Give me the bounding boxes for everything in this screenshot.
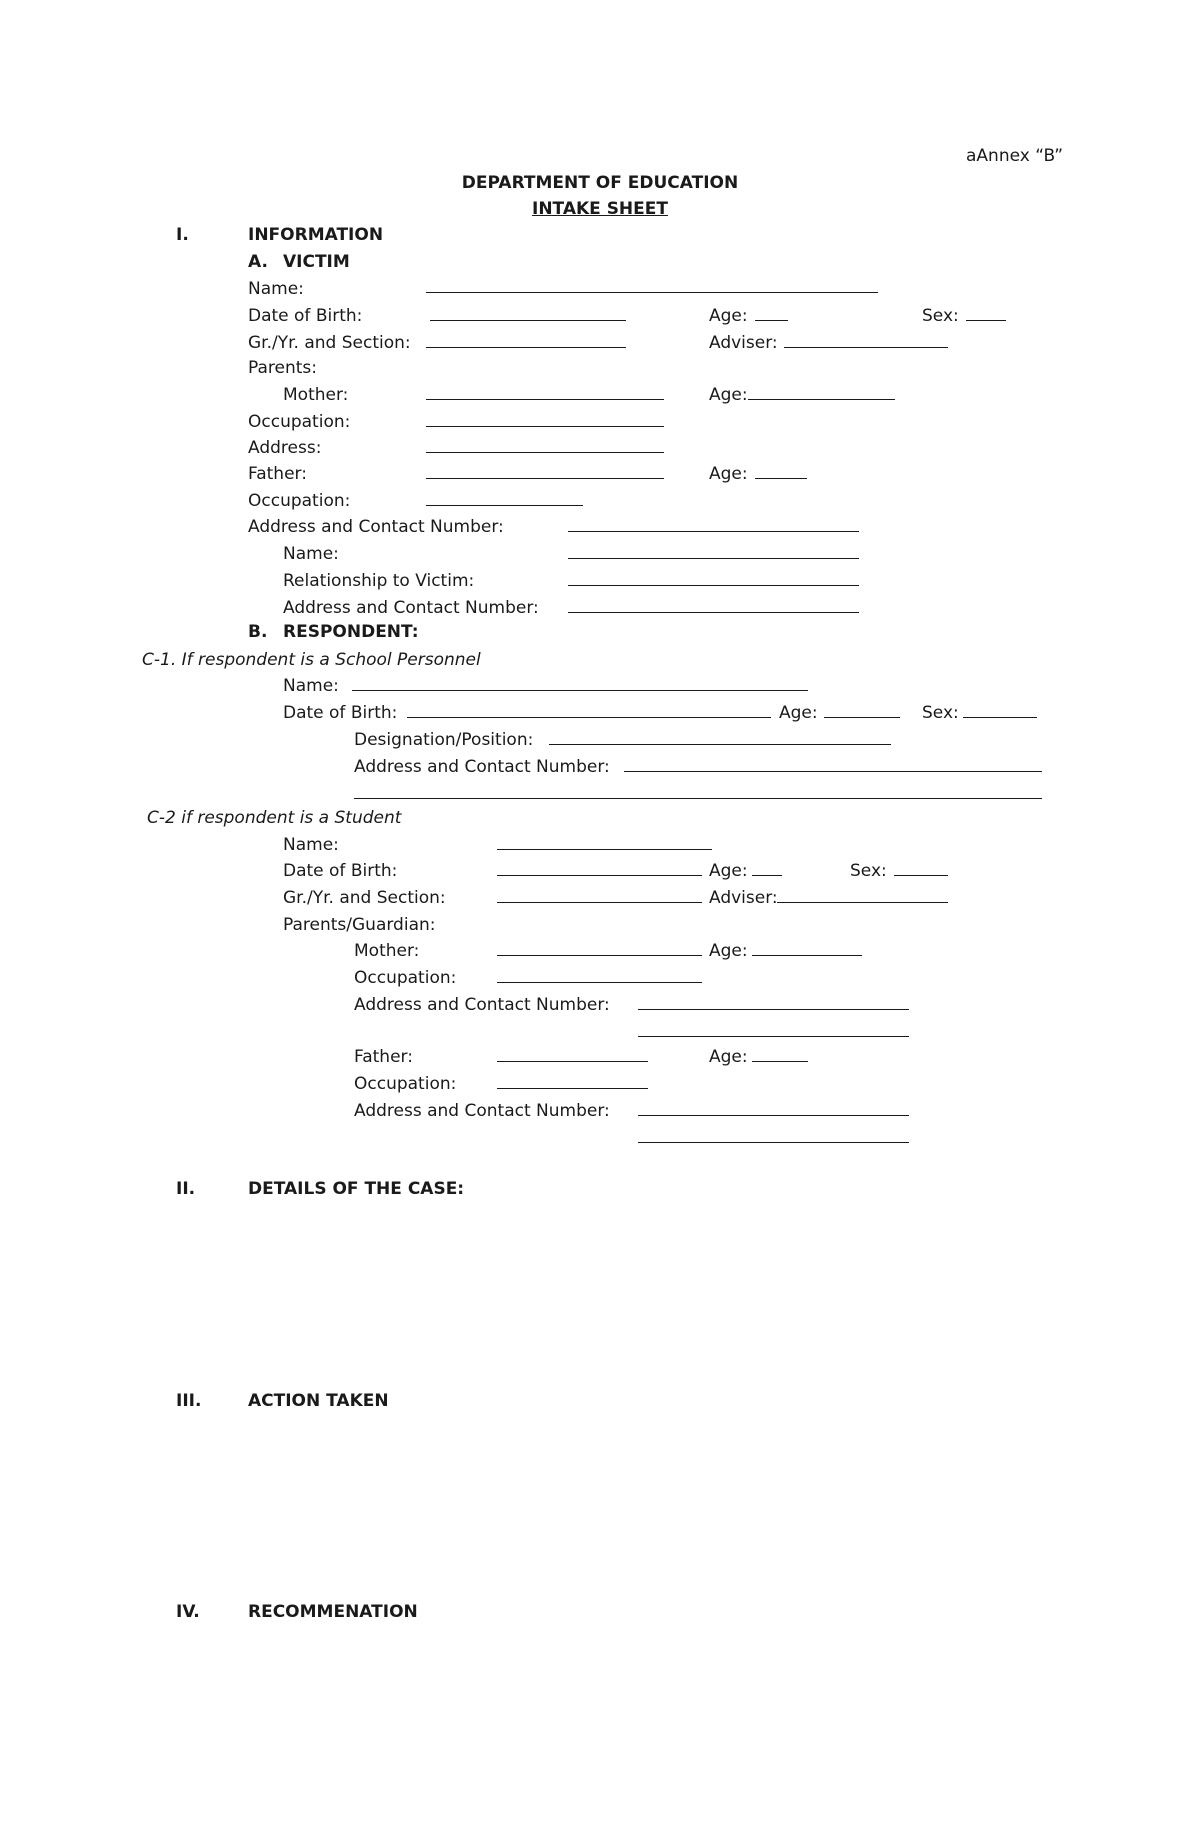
c2-father-age-label: Age: [709, 1047, 748, 1067]
victim-name-label: Name: [248, 279, 304, 299]
victim-address-label: Address: [248, 438, 322, 458]
form-title: INTAKE SHEET [532, 199, 668, 219]
guardian-address-label: Address and Contact Number: [283, 598, 539, 618]
victim-grade-label: Gr./Yr. and Section: [248, 333, 411, 353]
victim-sex-label: Sex: [922, 306, 959, 326]
c2-father-address-field[interactable] [638, 1115, 909, 1116]
respondent-heading-letter: B. [248, 622, 268, 642]
section-3-number: III. [176, 1391, 202, 1411]
c1-dob-label: Date of Birth: [283, 703, 398, 723]
c2-mother-age-label: Age: [709, 941, 748, 961]
c1-address-field[interactable] [624, 771, 1042, 772]
section-1-number: I. [176, 225, 189, 245]
victim-age-label: Age: [709, 306, 748, 326]
victim-mother-occupation-label: Occupation: [248, 412, 351, 432]
victim-father-age-field[interactable] [755, 478, 807, 479]
c1-age-field[interactable] [824, 717, 900, 718]
c1-subheading: C-1. If respondent is a School Personnel [142, 650, 481, 670]
guardian-relationship-label: Relationship to Victim: [283, 571, 475, 591]
guardian-relationship-field[interactable] [568, 585, 859, 586]
victim-grade-field[interactable] [426, 347, 626, 348]
section-2-number: II. [176, 1179, 196, 1199]
section-3-title: ACTION TAKEN [248, 1391, 389, 1411]
c2-mother-address-field-line2[interactable] [638, 1036, 909, 1037]
victim-mother-occupation-field[interactable] [426, 426, 664, 427]
c2-father-occupation-field[interactable] [497, 1088, 648, 1089]
victim-dob-field[interactable] [430, 320, 626, 321]
victim-father-field[interactable] [426, 478, 664, 479]
c1-address-field-line2[interactable] [354, 798, 1042, 799]
victim-father-age-label: Age: [709, 464, 748, 484]
c1-sex-field[interactable] [963, 717, 1037, 718]
section-4-title: RECOMMENATION [248, 1602, 418, 1622]
victim-age-field[interactable] [755, 320, 788, 321]
c2-mother-label: Mother: [354, 941, 420, 961]
c1-name-label: Name: [283, 676, 339, 696]
c2-mother-address-field[interactable] [638, 1009, 909, 1010]
section-2-title: DETAILS OF THE CASE: [248, 1179, 465, 1199]
victim-heading: VICTIM [283, 252, 350, 272]
c2-age-label: Age: [709, 861, 748, 881]
victim-mother-age-field[interactable] [748, 399, 895, 400]
guardian-name-label: Name: [283, 544, 339, 564]
victim-name-field[interactable] [426, 292, 878, 293]
c2-subheading: C-2 if respondent is a Student [147, 808, 402, 828]
c1-designation-label: Designation/Position: [354, 730, 534, 750]
c1-address-label: Address and Contact Number: [354, 757, 610, 777]
guardian-address-field[interactable] [568, 612, 859, 613]
c2-name-label: Name: [283, 835, 339, 855]
victim-adviser-label: Adviser: [709, 333, 778, 353]
c2-father-label: Father: [354, 1047, 413, 1067]
c2-father-occupation-label: Occupation: [354, 1074, 457, 1094]
c2-adviser-label: Adviser: [709, 888, 778, 908]
c2-mother-age-field[interactable] [752, 955, 862, 956]
c2-grade-field[interactable] [497, 902, 702, 903]
victim-address-contact-label: Address and Contact Number: [248, 517, 504, 537]
victim-heading-letter: A. [248, 252, 268, 272]
c2-sex-label: Sex: [850, 861, 887, 881]
victim-mother-field[interactable] [426, 399, 664, 400]
c1-age-label: Age: [779, 703, 818, 723]
c1-dob-field[interactable] [407, 717, 771, 718]
c2-father-address-field-line2[interactable] [638, 1142, 909, 1143]
victim-address-contact-field[interactable] [568, 531, 859, 532]
c2-adviser-field[interactable] [777, 902, 948, 903]
c2-dob-field[interactable] [497, 875, 702, 876]
victim-father-occupation-label: Occupation: [248, 491, 351, 511]
c2-mother-occupation-label: Occupation: [354, 968, 457, 988]
c2-parents-label: Parents/Guardian: [283, 915, 436, 935]
c1-name-field[interactable] [352, 690, 808, 691]
section-1-title: INFORMATION [248, 225, 384, 245]
c1-sex-label: Sex: [922, 703, 959, 723]
c2-mother-occupation-field[interactable] [497, 982, 702, 983]
victim-father-occupation-field[interactable] [426, 505, 583, 506]
c2-sex-field[interactable] [894, 875, 948, 876]
victim-sex-field[interactable] [966, 320, 1006, 321]
guardian-name-field[interactable] [568, 558, 859, 559]
c2-mother-address-label: Address and Contact Number: [354, 995, 610, 1015]
victim-mother-label: Mother: [283, 385, 349, 405]
respondent-heading: RESPONDENT: [283, 622, 419, 642]
section-4-number: IV. [176, 1602, 200, 1622]
c2-mother-field[interactable] [497, 955, 702, 956]
victim-adviser-field[interactable] [784, 347, 948, 348]
c2-name-field[interactable] [497, 849, 712, 850]
c2-father-address-label: Address and Contact Number: [354, 1101, 610, 1121]
c1-designation-field[interactable] [549, 744, 891, 745]
c2-grade-label: Gr./Yr. and Section: [283, 888, 446, 908]
c2-dob-label: Date of Birth: [283, 861, 398, 881]
annex-label: aAnnex “B” [966, 146, 1064, 166]
victim-parents-label: Parents: [248, 358, 318, 378]
department-title: DEPARTMENT OF EDUCATION [461, 173, 739, 193]
victim-father-label: Father: [248, 464, 307, 484]
c2-father-field[interactable] [497, 1061, 648, 1062]
c2-father-age-field[interactable] [752, 1061, 808, 1062]
c2-age-field[interactable] [752, 875, 782, 876]
victim-dob-label: Date of Birth: [248, 306, 363, 326]
victim-address-field[interactable] [426, 452, 664, 453]
victim-mother-age-label: Age: [709, 385, 748, 405]
